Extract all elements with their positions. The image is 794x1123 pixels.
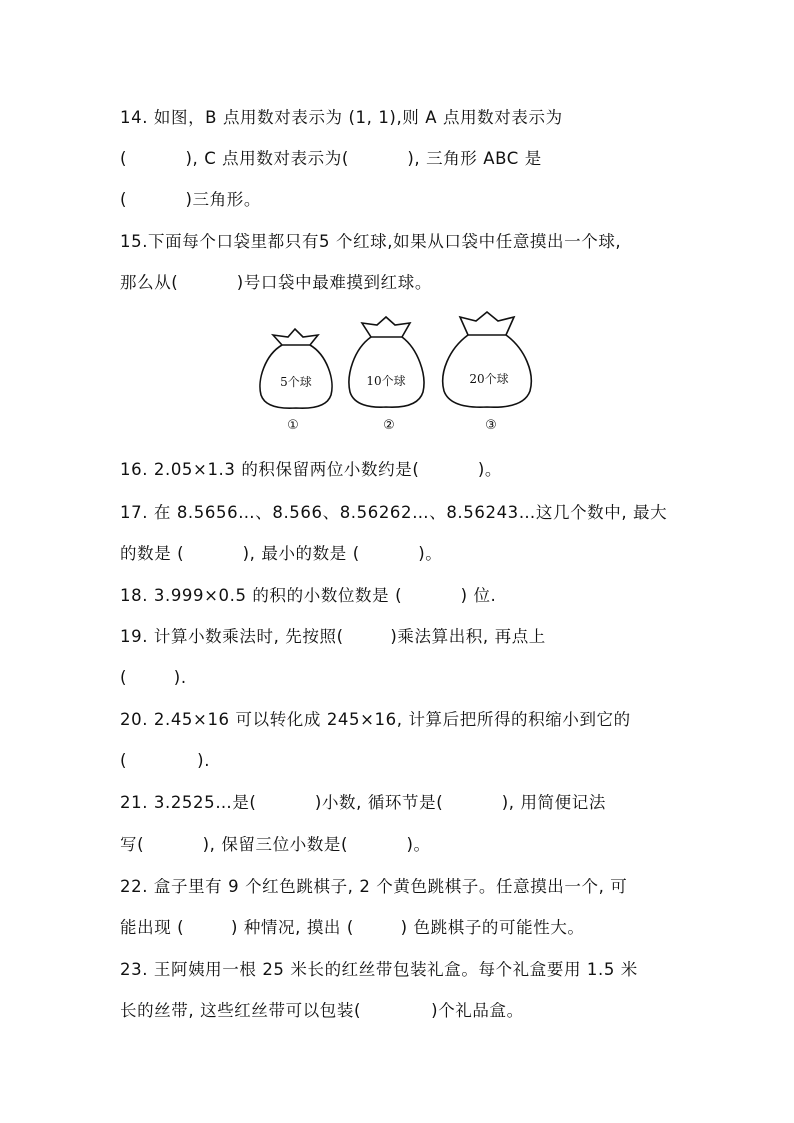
bag-2-number: ② [383, 418, 395, 433]
bags-figure [255, 305, 555, 440]
line-21b: 写( ), 保留三位小数是( )。 [120, 835, 431, 854]
line-17a: 17. 在 8.5656…、8.566、8.56262…、8.56243…这几个数中, 最大 [120, 503, 668, 522]
bag-1-label: 5个球 [280, 375, 312, 389]
line-20a: 20. 2.45×16 可以转化成 245×16, 计算后把所得的积缩小到它的 [120, 710, 631, 729]
bag-3-label: 20个球 [469, 372, 509, 386]
bag-2-label: 10个球 [366, 374, 406, 388]
line-17b: 的数是 ( ), 最小的数是 ( )。 [120, 544, 443, 563]
line-23a: 23. 王阿姨用一根 25 米长的红丝带包装礼盒。每个礼盒要用 1.5 米 [120, 960, 638, 979]
line-14a: 14. 如图，B 点用数对表示为 (1, 1),则 A 点用数对表示为 [120, 108, 563, 127]
line-23b: 长的丝带, 这些红丝带可以包装( )个礼品盒。 [120, 1001, 524, 1020]
line-19b: ( ). [120, 668, 187, 687]
bag-3-number: ③ [485, 418, 497, 433]
bag-2 [349, 317, 424, 407]
line-15a: 15.下面每个口袋里都只有5 个红球,如果从口袋中任意摸出一个球, [120, 232, 622, 251]
line-20b: ( ). [120, 751, 211, 770]
line-14c: ( )三角形。 [120, 190, 261, 209]
line-22a: 22. 盒子里有 9 个红色跳棋子, 2 个黄色跳棋子。任意摸出一个, 可 [120, 877, 628, 896]
line-16: 16. 2.05×1.3 的积保留两位小数约是( )。 [120, 460, 502, 479]
line-18: 18. 3.999×0.5 的积的小数位数是 ( ) 位. [120, 586, 497, 605]
line-15b: 那么从( )号口袋中最难摸到红球。 [120, 273, 432, 292]
bags-svg [255, 305, 555, 440]
bag-1 [260, 329, 332, 408]
bag-1-number: ① [287, 418, 299, 433]
line-19a: 19. 计算小数乘法时, 先按照( )乘法算出积, 再点上 [120, 627, 546, 646]
line-22b: 能出现 ( ) 种情况, 摸出 ( ) 色跳棋子的可能性大。 [120, 918, 585, 937]
bag-3 [443, 312, 532, 407]
line-14b: ( ), C 点用数对表示为( ), 三角形 ABC 是 [120, 149, 542, 168]
line-21a: 21. 3.2525…是( )小数, 循环节是( ), 用简便记法 [120, 793, 606, 812]
